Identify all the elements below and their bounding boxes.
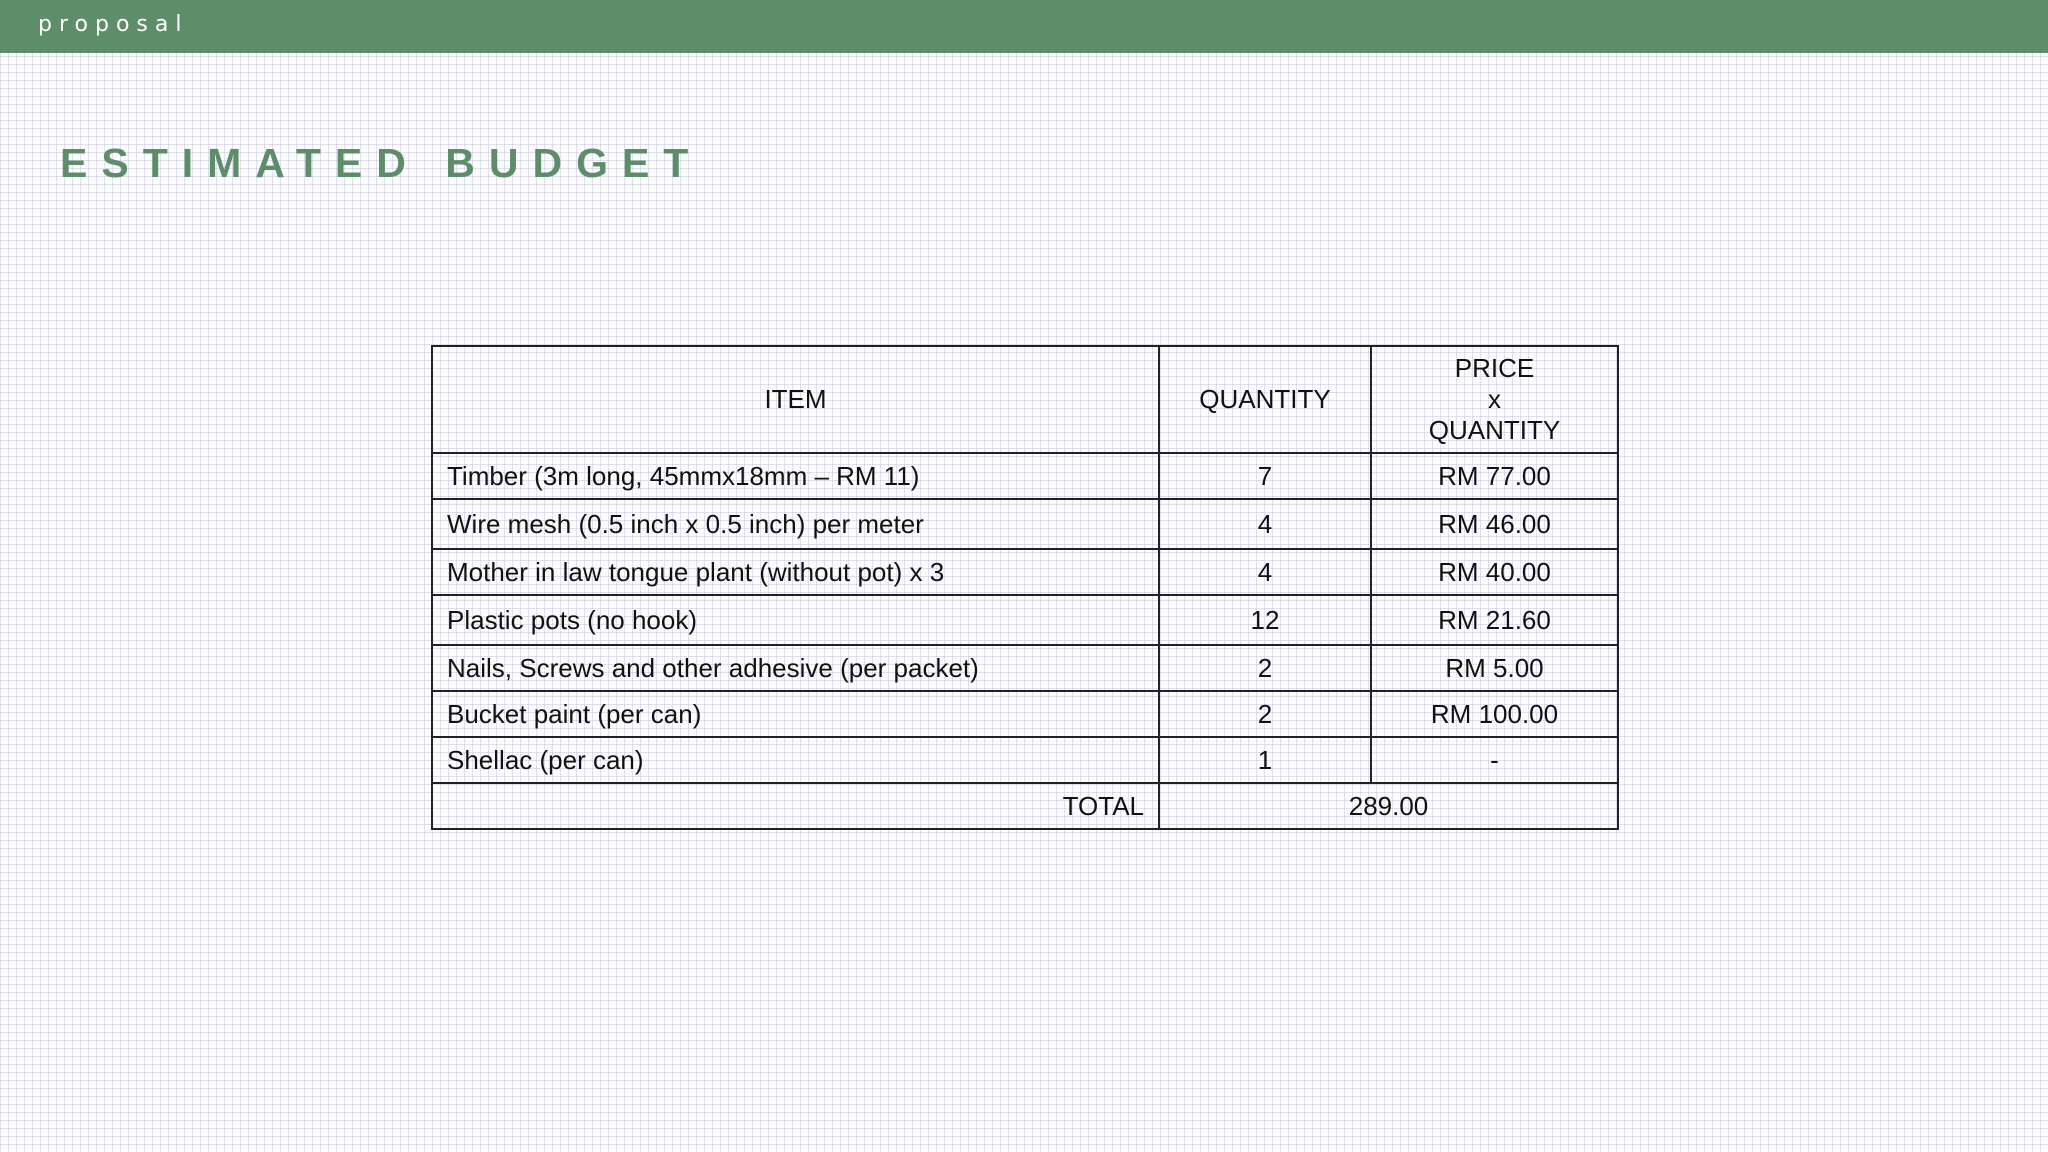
table-row [432,645,1618,691]
header-price-x-quantity [1371,346,1618,453]
total-value: 289.00 [1159,783,1618,829]
item-cell: Plastic pots (no hook) [432,595,1159,645]
price-cell: RM 5.00 [1371,645,1618,691]
header-price-line-1: PRICE [1454,353,1535,383]
table-row [432,453,1618,499]
total-row [432,783,1618,829]
item-cell: Shellac (per can) [432,737,1159,783]
quantity-cell: 2 [1159,691,1371,737]
header-quantity: QUANTITY [1159,346,1371,453]
table-header-row [432,346,1618,453]
price-cell: RM 100.00 [1371,691,1618,737]
price-cell: - [1371,737,1618,783]
quantity-cell: 2 [1159,645,1371,691]
item-cell: Wire mesh (0.5 inch x 0.5 inch) per meter [432,499,1159,549]
quantity-cell: 12 [1159,595,1371,645]
item-cell: Mother in law tongue plant (without pot) x 3 [432,549,1159,595]
price-cell: RM 77.00 [1371,453,1618,499]
header-price-line-3: QUANTITY [1428,415,1561,445]
budget-table [431,345,1619,830]
price-cell: RM 21.60 [1371,595,1618,645]
quantity-cell: 4 [1159,549,1371,595]
table-row [432,549,1618,595]
quantity-cell: 4 [1159,499,1371,549]
table-row [432,595,1618,645]
table-row [432,737,1618,783]
total-label: TOTAL [432,783,1159,829]
section-label: proposal [38,12,189,37]
price-cell: RM 40.00 [1371,549,1618,595]
table-row [432,499,1618,549]
top-banner [0,0,2048,53]
page-title: ESTIMATED BUDGET [60,140,703,186]
price-cell: RM 46.00 [1371,499,1618,549]
item-cell: Nails, Screws and other adhesive (per packet) [432,645,1159,691]
header-item: ITEM [432,346,1159,453]
quantity-cell: 7 [1159,453,1371,499]
table-row [432,691,1618,737]
item-cell: Timber (3m long, 45mmx18mm – RM 11) [432,453,1159,499]
quantity-cell: 1 [1159,737,1371,783]
item-cell: Bucket paint (per can) [432,691,1159,737]
header-price-line-2: x [1488,384,1501,414]
